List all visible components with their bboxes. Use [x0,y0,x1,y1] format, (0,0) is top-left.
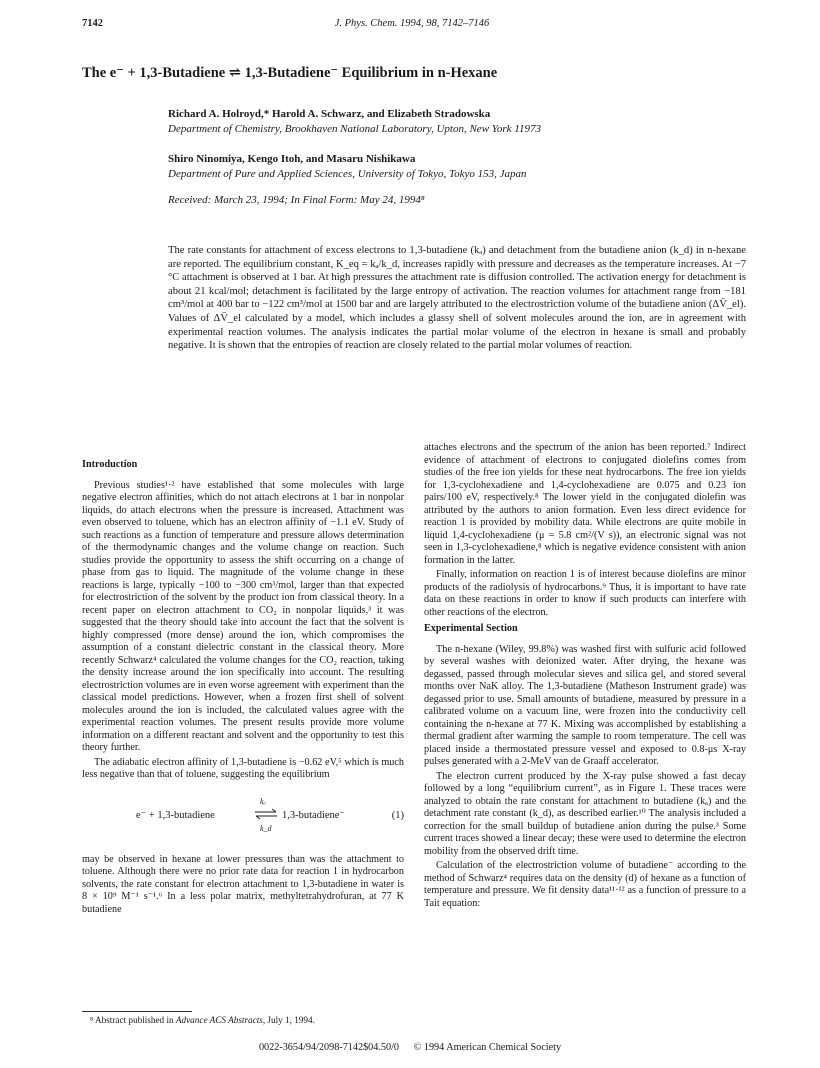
paragraph: Previous studies¹·² have established that some molecules with large negative electron affinities, which do not attach electrons at 1 bar in nonpolar liquids, do attach electrons when the pressure is increased. Attachment was even observed to toluene, which has an electron affinity of −1.1 eV. Study of such reactions as a function of temperature and pressure allows determination of the thermodynamic changes and the volume change on reaction. Such studies provide the opportunity to assess the shift occurring on a change of phase from gas to liquid. The magnitude of the volume change in these reactions is large, typically −100 to −300 cm³/mol, larger than that expected for electrostriction of the solvent by the product ion from classical theory. In a recent paper on electron attachment to CO₂ in nonpolar liquids,³ it was suggested that the theory should take into account the fact that the solvent is highly compressed (more dense) around the ion, which compromises the assumption of a constant dielectric constant in the classical theory. More recently Schwarz⁴ calculated the volume changes for the CO₂ reaction, taking the density increase around the ion specifically into account. The resulting electrostriction volumes are in even worse agreement with experiment than the classical model predictions. However, when a frozen first shell of solvent molecules around the ion is included, the calculated values agree with the experimental reaction volumes. The present results provide more volume information on a different reactant and solvent and the opportunity to test this theory further. [82,479,404,753]
author-names: Shiro Ninomiya, Kengo Itoh, and Masaru Nishikawa [168,153,416,165]
copyright: © 1994 American Chemical Society [413,1042,562,1053]
paragraph: Finally, information on reaction 1 is of interest because diolefins are minor products of the radiolysis of hydrocarbons.⁹ Thus, it is important to have rate data on these reactions in order to know if such products can interfere with other reactions of the electron. [424,569,746,618]
equation-number: (1) [391,809,404,821]
paragraph: The electron current produced by the X-ray pulse showed a fast decay followed by a long “equilibrium current”, as in Figure 1. These traces were analyzed to obtain the rate constant for attachment to butadiene (kₐ) and the detachment rate constant (k_d), as described earlier.¹⁰ The analysis included a correction for the small buildup of butadiene anion during the pulse.³ Some current traces showed a linear decay; these were used to determine the electron mobility from the observed drift time. [424,770,746,857]
footnote-source: Advance ACS Abstracts, [175,1015,266,1025]
author-affiliation: Department of Pure and Applied Sciences, University of Tokyo, Tokyo 153, Japan [168,168,527,180]
journal-name: J. Phys. Chem. [334,18,398,29]
equilibrium-arrow-icon [254,808,278,820]
paragraph: Calculation of the electrostriction volume of butadiene⁻ according to the method of Schwarz⁴ requires data on the density (d) of hexane as a function of temperature and pressure. We fit density data¹¹·¹² as a function of pressure to a Tait equation: [424,860,746,909]
paragraph: The n-hexane (Wiley, 99.8%) was washed first with sulfuric acid followed by several washes with deionized water. After drying, the hexane was degassed, passed through molecular sieves and silica gel, and stored several months over NaK alloy. The 1,3-butadiene (Matheson Instrument grade) was degassed prior to use. Small amounts of butadiene, measured by pressure in a calibrated volume on a vacuum line, were frozen into the conductivity cell containing the n-hexane at 77 K. Mixing was accomplished by establishing a thermal gradient after warming the sample to room temperature. The cell was placed inside a thermostated pressure vessel and exposed to 0.8-μs X-ray pulses generated with a 2-MeV van de Graaff accelerator. [424,643,746,767]
journal-volume: 98, [426,18,440,29]
equation-1 [82,796,404,836]
equation-rhs: 1,3-butadiene⁻ [282,809,345,821]
received-dates: Received: March 23, 1994; In Final Form: May 24, 1994⁸ [168,194,425,206]
paragraph: The adiabatic electron affinity of 1,3-butadiene is −0.62 eV,⁵ which is much less negative than that of toluene, suggesting the equilibrium [82,756,404,780]
left-column [82,455,404,918]
page-number: 7142 [82,18,103,29]
article-code: 0022-3654/94/2098-7142$04.50/0 [258,1042,400,1053]
footnote-rule [82,1011,192,1012]
equation-forward-rate: kₐ [260,796,266,806]
author-names: Richard A. Holroyd,* Harold A. Schwarz, and Elizabeth Stradowska [168,108,491,120]
article-title: The e⁻ + 1,3-Butadiene ⇌ 1,3-Butadiene⁻ Equilibrium in n-Hexane [82,65,498,81]
footnote-date: July 1, 1994. [267,1015,315,1025]
journal-pages: 7142–7146 [442,18,490,29]
footnote-prefix: ⁸ Abstract published in [90,1015,174,1025]
equation-lhs: e⁻ + 1,3-butadiene [136,809,215,821]
journal-year: 1994, [400,18,424,29]
journal-citation [82,18,742,29]
page-footer [0,1042,820,1053]
author-group-1 [168,107,748,137]
section-heading-introduction: Introduction [82,459,138,470]
paragraph: attaches electrons and the spectrum of the anion has been reported.⁷ Indirect evidence of attachment of electrons to conjugated diolefins comes from studies of the free ion yields for these neat hydrocarbons. The free ion yields for 1,3-cyclohexadiene and 1,4-cyclohexadiene are 0.075 and 0.23 ion pairs/100 eV, respectively.⁸ The lower yield in the conjugated diolefin was attributed by the authors to anion formation. Even less direct evidence for reaction 1 is provided by mobility data. While electrons are quite mobile in liquid 1,4-cyclohexadiene (μ = 5.8 cm²/(V s)), an electronic signal was not seen in 1,3-cyclohexadiene,⁸ which is negative evidence consistent with anion formation in the latter. [424,442,746,566]
equation-reverse-rate: k_d [260,823,272,833]
footnote [90,1015,410,1025]
right-column [424,442,746,912]
author-affiliation: Department of Chemistry, Brookhaven National Laboratory, Upton, New York 11973 [168,123,541,135]
paragraph: may be observed in hexane at lower pressures than was the attachment to toluene. Although there were no prior rate data for reaction 1 in hydrocarbon solvents, the rate constant for electron attachment to 1,3-butadiene in water is 8 × 10⁹ M⁻¹ s⁻¹.⁶ In a less polar matrix, methyltetrahydrofuran, at 77 K butadiene [82,853,404,915]
abstract: The rate constants for attachment of excess electrons to 1,3-butadiene (kₐ) and detachment from the butadiene anion (k_d) in n-hexane are reported. The equilibrium constant, K_eq = kₐ/k_d, increases rapidly with pressure and decreases as the temperature increases. At −7 °C attachment is observed at 1 bar. At high pressures the attachment rate is diffusion controlled. The activation energy for detachment is about 21 kcal/mol; detachment is facilitated by the large entropy of activation. The reaction volumes for attachment range from −181 cm³/mol at 400 bar to −122 cm³/mol at 1500 bar and are largely attributed to the electrostriction volume of the butadiene anion (ΔV̄_el). Values of ΔV̄_el calculated by a model, which includes a glassy shell of solvent molecules around the ion, are in agreement with experimental reaction volumes. The analysis indicates the partial molar volume of the electron in hexane is small and probably negative. It is shown that the entropies of reaction are closely related to the partial molar volumes of reaction. [168,245,746,352]
author-group-2 [168,152,748,182]
running-head [82,18,742,32]
section-heading-experimental: Experimental Section [424,623,518,634]
